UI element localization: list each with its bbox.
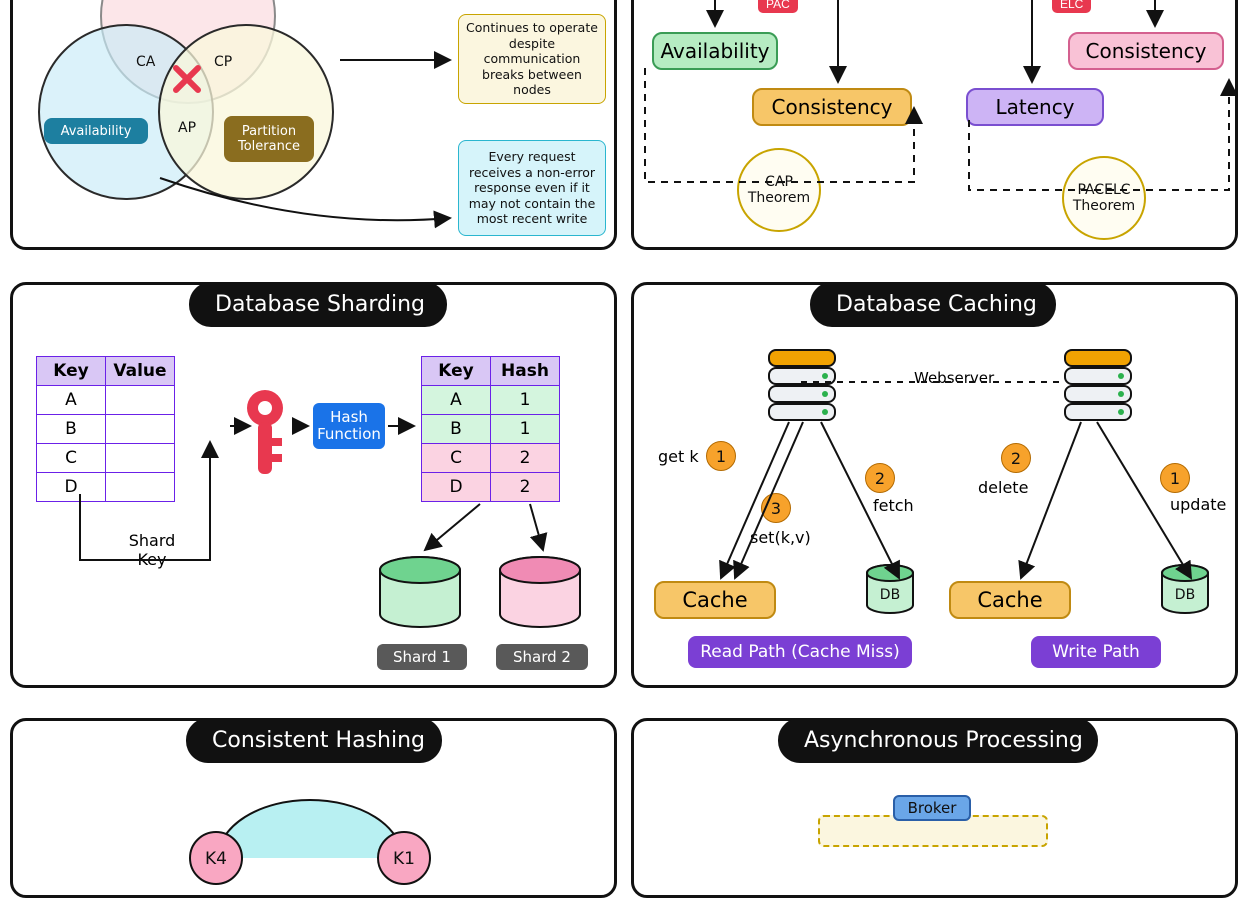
venn-partition-label-line2: Tolerance <box>238 139 300 154</box>
pacelc-consistency-box: Consistency <box>1068 32 1224 70</box>
shard-1-label: Shard 1 <box>377 644 467 670</box>
shard-key-line2: Key <box>137 550 167 569</box>
right-table-header-key: Key <box>422 357 491 386</box>
shard-key-line1: Shard <box>128 531 176 550</box>
shard-2-label: Shard 2 <box>496 644 588 670</box>
left-table-header-value: Value <box>106 357 175 386</box>
read-path-badge: Read Path (Cache Miss) <box>688 636 912 668</box>
right-cell-key-a: A <box>422 386 491 415</box>
write-update-label: update <box>1170 495 1227 514</box>
read-cache-box: Cache <box>654 581 776 619</box>
callout-availability: Every request receives a non-error response even if it may not contain the most recent write <box>458 140 606 236</box>
left-cell-key-b: B <box>37 415 106 444</box>
svg-text:DB: DB <box>879 587 901 603</box>
right-cell-hash-a: 1 <box>491 386 560 415</box>
right-cell-hash-d: 2 <box>491 473 560 502</box>
hash-function-line2: Function <box>317 425 381 443</box>
broker-box: Broker <box>893 795 971 821</box>
pacelc-latency-box: Latency <box>966 88 1104 126</box>
read-set-kv-label: set(k,v) <box>750 528 811 547</box>
venn-availability-label: Availability <box>44 118 148 144</box>
right-cell-key-d: D <box>422 473 491 502</box>
write-delete-label: delete <box>978 478 1029 497</box>
callout-partition-tolerance: Continues to operate despite communication breaks between nodes <box>458 14 606 104</box>
left-table-header-key: Key <box>37 357 106 386</box>
caching-arrows <box>631 282 1238 688</box>
venn-region-ap: AP <box>178 120 197 136</box>
left-cell-key-d: D <box>37 473 106 502</box>
right-table-header-hash: Hash <box>491 357 560 386</box>
right-cell-key-b: B <box>422 415 491 444</box>
consistent-hashing-ring <box>180 800 480 910</box>
read-get-k-label: get k <box>658 447 699 466</box>
left-cell-key-a: A <box>37 386 106 415</box>
pac-tag: PAC <box>758 0 798 13</box>
hash-function-line1: Hash <box>330 407 368 426</box>
svg-text:DB: DB <box>1174 587 1196 603</box>
venn-region-ca: CA <box>136 54 156 70</box>
svg-text:K1: K1 <box>393 849 415 869</box>
svg-text:K4: K4 <box>205 849 227 869</box>
cap-consistency-box: Consistency <box>752 88 912 126</box>
read-step-2-badge: 2 <box>865 463 895 493</box>
write-step-1-badge: 1 <box>1160 463 1190 493</box>
cap-theorem-line1: CAP <box>765 174 793 190</box>
write-cache-box: Cache <box>949 581 1071 619</box>
panel-title-sharding: Database Sharding <box>189 282 447 327</box>
cap-theorem-line2: Theorem <box>747 190 811 206</box>
right-cell-hash-c: 2 <box>491 444 560 473</box>
read-step-1-badge: 1 <box>706 441 736 471</box>
read-fetch-label: fetch <box>873 496 914 515</box>
panel-title-async: Asynchronous Processing <box>778 718 1098 763</box>
write-step-2-badge: 2 <box>1001 443 1031 473</box>
read-step-3-badge: 3 <box>761 493 791 523</box>
right-cell-key-c: C <box>422 444 491 473</box>
venn-partition-label-line1: Partition <box>241 124 297 139</box>
cap-venn-arrows <box>10 0 617 260</box>
venn-region-cp: CP <box>214 54 233 70</box>
left-cell-key-c: C <box>37 444 106 473</box>
webserver-label: Webserver <box>910 369 998 387</box>
write-path-badge: Write Path <box>1031 636 1161 668</box>
sharding-arrows <box>10 282 617 688</box>
panel-title-consistent-hashing: Consistent Hashing <box>186 718 442 763</box>
elc-tag: ELC <box>1052 0 1091 13</box>
pacelc-theorem-line2: Theorem <box>1072 198 1136 214</box>
panel-title-caching: Database Caching <box>810 282 1056 327</box>
pacelc-theorem-line1: PACELC <box>1077 182 1131 198</box>
right-cell-hash-b: 1 <box>491 415 560 444</box>
pacelc-arrows <box>631 0 1250 260</box>
cap-availability-box: Availability <box>652 32 778 70</box>
